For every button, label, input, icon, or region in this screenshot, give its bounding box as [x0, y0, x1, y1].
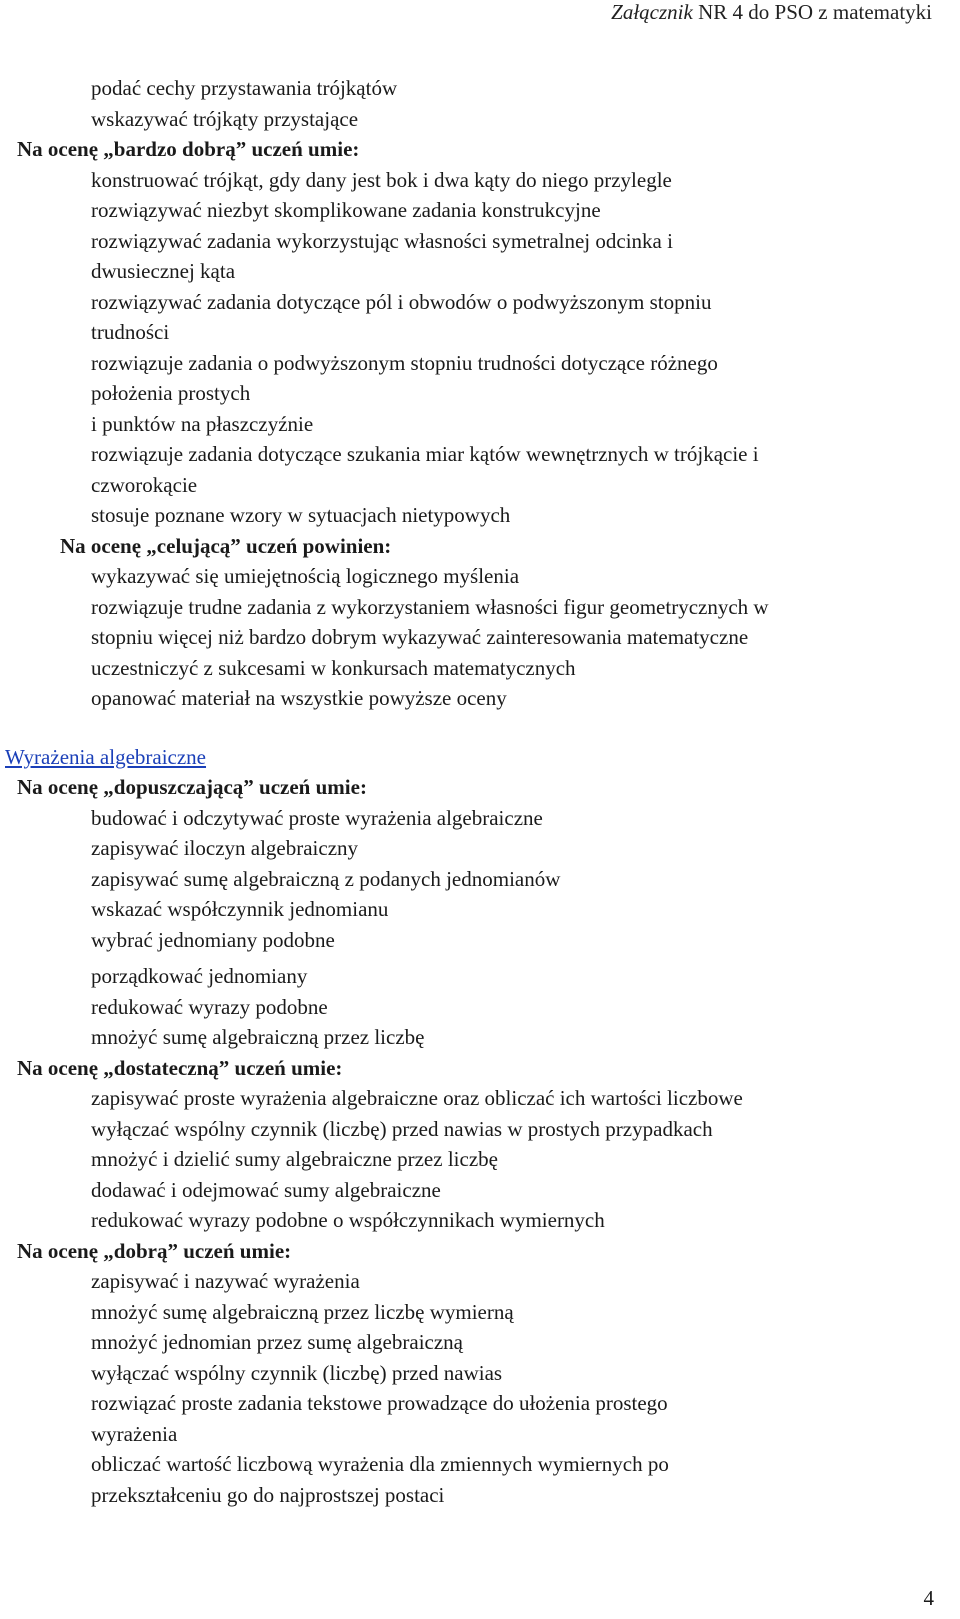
grade-heading-bardzo-dobra: Na ocenę „bardzo dobrą” uczeń umie:: [17, 137, 360, 161]
list-item: wyłączać wspólny czynnik (liczbę) przed nawias: [91, 1360, 503, 1385]
list-item: rozwiązuje zadania o podwyższonym stopniu trudności dotyczące różnego: [91, 350, 718, 375]
list-item: i punktów na płaszczyźnie: [91, 411, 314, 436]
list-item: rozwiązuje zadania dotyczące szukania miar kątów wewnętrznych w trójkącie i: [91, 442, 759, 466]
list-item: zapisywać i nazywać wyrażenia: [91, 1269, 360, 1293]
grade-heading-dopuszczajaca: Na ocenę „dopuszczającą” uczeń umie:: [17, 775, 367, 799]
list-item: konstruować trójkąt, gdy dany jest bok i dwa kąty do niego przylegle: [91, 167, 672, 192]
list-item: przekształceniu go do najprostszej postaci: [91, 1482, 445, 1507]
list-item: stosuje poznane wzory w sytuacjach nietypowych: [91, 503, 511, 527]
grade-heading-celujaca: Na ocenę „celującą” uczeń powinien:: [60, 533, 392, 558]
list-item: uczestniczyć z sukcesami w konkursach matematycznych: [91, 655, 576, 680]
list-item: obliczać wartość liczbową wyrażenia dla zmiennych wymiernych po: [91, 1452, 669, 1476]
list-item: podać cechy przystawania trójkątów: [91, 76, 398, 100]
header-nr: NR: [698, 0, 728, 24]
list-item: wyłączać wspólny czynnik (liczbę) przed nawias w prostych przypadkach: [91, 1116, 713, 1141]
page-header: [611, 0, 932, 25]
grade-heading-dostateczna: Na ocenę „dostateczną” uczeń umie:: [17, 1055, 343, 1080]
list-item: mnożyć jednomian przez sumę algebraiczną: [91, 1330, 463, 1354]
list-item: dwusiecznej kąta: [91, 259, 236, 283]
list-item: opanować materiał na wszystkie powyższe oceny: [91, 686, 507, 710]
list-item: wskazywać trójkąty przystające: [91, 106, 359, 131]
list-item: dodawać i odejmować sumy algebraiczne: [91, 1177, 441, 1202]
list-item: redukować wyrazy podobne: [91, 994, 328, 1019]
list-item: wybrać jednomiany podobne: [91, 927, 335, 952]
list-item: czworokącie: [91, 472, 198, 497]
section-title-link[interactable]: Wyrażenia algebraiczne: [5, 744, 207, 769]
header-rest: 4 do PSO z matematyki: [732, 0, 932, 24]
list-item: wskazać współczynnik jednomianu: [91, 897, 389, 921]
list-item: rozwiązywać zadania wykorzystując własności symetralnej odcinka i: [91, 228, 673, 253]
list-item: rozwiązywać niezbyt skomplikowane zadania konstrukcyjne: [91, 198, 601, 222]
list-item: rozwiązać proste zadania tekstowe prowadzące do ułożenia prostego: [91, 1391, 668, 1415]
list-item: wyrażenia: [91, 1421, 178, 1446]
list-item: budować i odczytywać proste wyrażenia algebraiczne: [91, 805, 543, 830]
list-item: zapisywać proste wyrażenia algebraiczne oraz obliczać ich wartości liczbowe: [91, 1086, 743, 1110]
page-number: 4: [923, 1586, 934, 1610]
list-item: rozwiązywać zadania dotyczące pól i obwodów o podwyższonym stopniu: [91, 289, 712, 314]
list-item: trudności: [91, 320, 170, 344]
list-item: zapisywać sumę algebraiczną z podanych jednomianów: [91, 866, 561, 891]
grade-heading-dobra: Na ocenę „dobrą” uczeń umie:: [17, 1238, 292, 1263]
list-item: wykazywać się umiejętnością logicznego myślenia: [91, 564, 520, 588]
list-item: zapisywać iloczyn algebraiczny: [91, 836, 359, 860]
document-body: [0, 73, 960, 1510]
list-item: mnożyć i dzielić sumy algebraiczne przez liczbę: [91, 1147, 498, 1171]
list-item: stopniu więcej niż bardzo dobrym wykazywać zainteresowania matematyczne: [91, 625, 749, 649]
list-item: porządkować jednomiany: [91, 964, 308, 988]
list-item: rozwiązuje trudne zadania z wykorzystaniem własności figur geometrycznych w: [91, 594, 769, 619]
header-prefix: Załącznik: [611, 0, 693, 24]
list-item: redukować wyrazy podobne o współczynnikach wymiernych: [91, 1208, 605, 1232]
list-item: mnożyć sumę algebraiczną przez liczbę: [91, 1025, 425, 1049]
list-item: położenia prostych: [91, 381, 251, 405]
list-item: mnożyć sumę algebraiczną przez liczbę wymierną: [91, 1299, 514, 1324]
